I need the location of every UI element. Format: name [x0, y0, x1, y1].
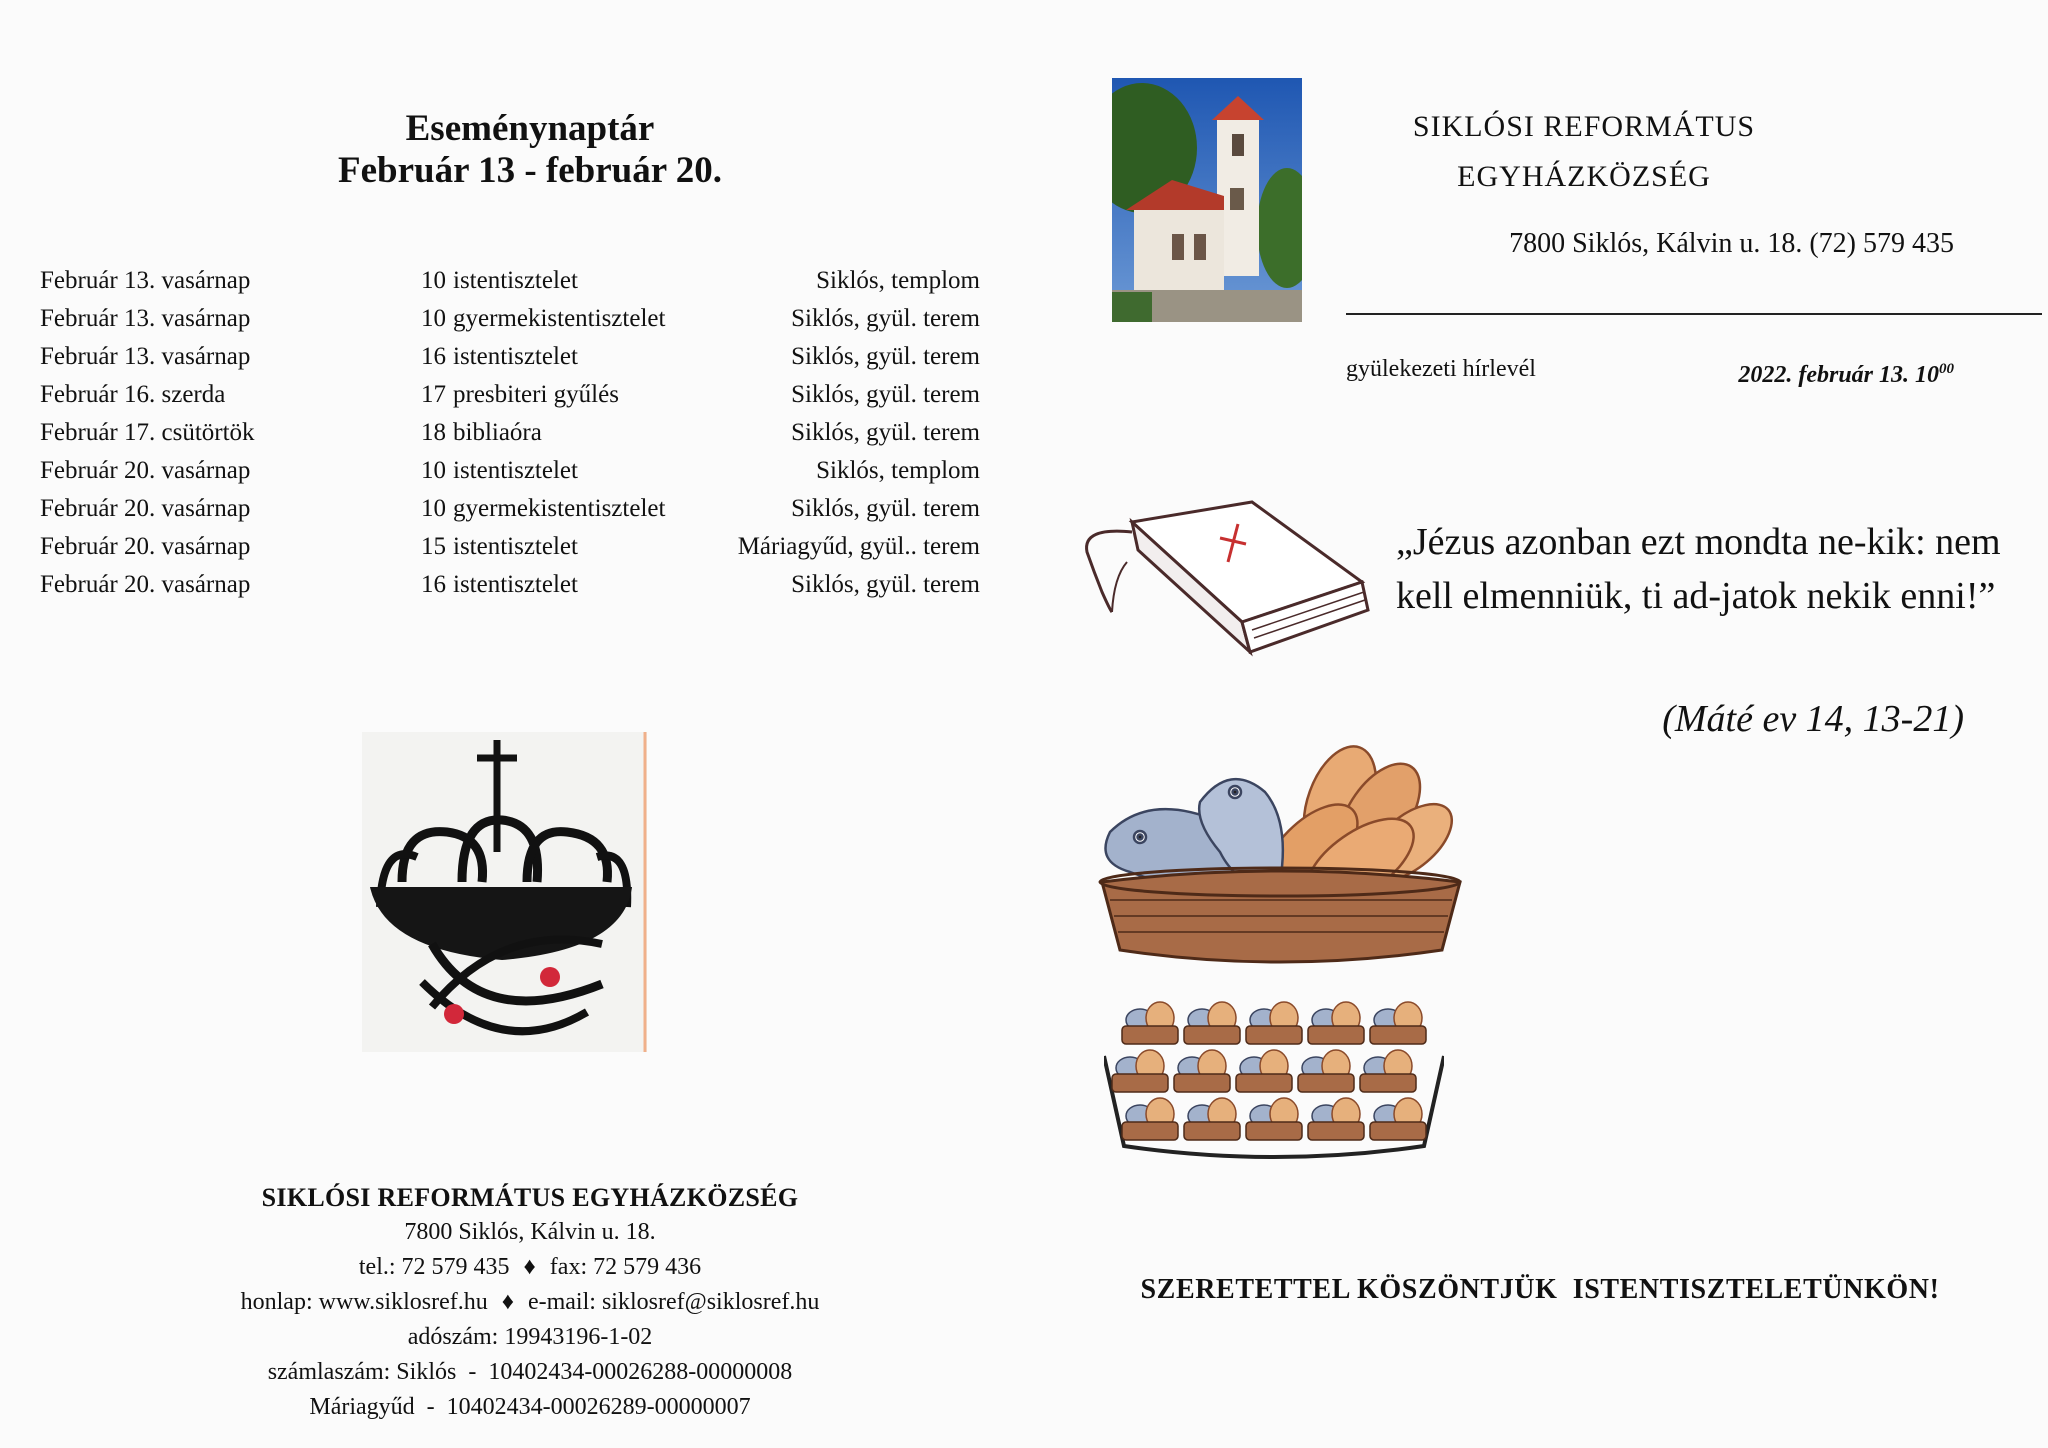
small-basket-icon [1184, 1098, 1240, 1140]
event-name: presbiteri gyűlés [453, 381, 619, 408]
small-basket-group [1112, 1002, 1426, 1140]
header-address: 7800 Siklós, Kálvin u. 18. (72) 579 435 [1509, 228, 1954, 259]
event-date: Február 20. vasárnap [40, 571, 251, 598]
event-row [40, 414, 1000, 452]
issue-date-text: 2022. február 13. 10 [1738, 362, 1939, 388]
contact-account-2: Máriagyűd - 10402434-00026289-00000007 [309, 1394, 751, 1420]
event-name: istentisztelet [453, 571, 578, 598]
contact-address: 7800 Siklós, Kálvin u. 18. [404, 1219, 656, 1245]
small-basket-icon [1370, 1002, 1426, 1044]
event-row [40, 338, 1000, 376]
calendar-heading [260, 108, 800, 192]
newsletter-label: gyülekezeti hírlevél [1346, 356, 1536, 382]
greeting-text: SZERETETTEL KÖSZÖNTJÜK ISTENTISZTELETÜNKÖN! [1140, 1274, 1940, 1305]
small-basket-icon [1308, 1098, 1364, 1140]
event-place: Siklós, gyül. terem [791, 343, 980, 370]
event-row [40, 376, 1000, 414]
small-basket-icon [1360, 1050, 1416, 1092]
calendar-title: Eseménynaptár [405, 108, 655, 149]
event-list [40, 262, 1000, 604]
small-basket-icon [1370, 1098, 1426, 1140]
bible-icon [1072, 492, 1392, 672]
small-basket-icon [1112, 1050, 1168, 1092]
event-row [40, 452, 1000, 490]
event-name: bibliaóra [453, 419, 542, 446]
event-hour: 16 [421, 571, 446, 598]
contact-account-1: számlaszám: Siklós - 10402434-00026288-00000008 [267, 1359, 793, 1385]
small-basket-icon [1298, 1050, 1354, 1092]
small-basket-icon [1308, 1002, 1364, 1044]
contact-block [80, 1180, 980, 1425]
org-name-line-1: SIKLÓSI REFORMÁTUS [1412, 110, 1756, 143]
contact-tel: tel.: 72 579 435 [358, 1254, 510, 1280]
diamond-icon: ♦ [501, 1289, 514, 1315]
event-place: Siklós, gyül. terem [791, 305, 980, 332]
contact-tax: adószám: 19943196-1-02 [407, 1324, 653, 1350]
contact-email[interactable]: e-mail: siklosref@siklosref.hu [527, 1289, 820, 1315]
event-hour: 18 [421, 419, 446, 446]
contact-org: SIKLÓSI REFORMÁTUS EGYHÁZKÖZSÉG [261, 1183, 799, 1212]
event-place: Máriagyűd, gyül.. terem [737, 533, 980, 560]
contact-web[interactable]: honlap: www.siklosref.hu [240, 1289, 488, 1315]
event-hour: 17 [421, 381, 446, 408]
event-hour: 10 [421, 267, 446, 294]
event-name: istentisztelet [453, 267, 578, 294]
bible-quote-reference: (Máté ev 14, 13-21) [1662, 698, 1964, 740]
event-hour: 10 [421, 457, 446, 484]
event-place: Siklós, gyül. terem [791, 495, 980, 522]
right-page [1024, 0, 2048, 1448]
small-basket-icon [1174, 1050, 1230, 1092]
small-basket-icon [1184, 1002, 1240, 1044]
event-date: Február 20. vasárnap [40, 495, 251, 522]
org-name [1404, 102, 1764, 202]
event-name: gyermekistentisztelet [453, 305, 666, 332]
event-row [40, 490, 1000, 528]
org-name-line-2: EGYHÁZKÖZSÉG [1457, 160, 1711, 193]
church-photo [1112, 78, 1302, 322]
event-row [40, 300, 1000, 338]
event-hour: 15 [421, 533, 446, 560]
event-row [40, 566, 1000, 604]
contact-fax: fax: 72 579 436 [549, 1254, 702, 1280]
small-basket-icon [1246, 1098, 1302, 1140]
event-hour: 10 [421, 305, 446, 332]
communion-emblem-icon [362, 732, 652, 1057]
small-basket-icon [1246, 1002, 1302, 1044]
event-hour: 16 [421, 343, 446, 370]
event-name: istentisztelet [453, 533, 578, 560]
diamond-icon: ♦ [523, 1254, 536, 1280]
event-place: Siklós, templom [816, 267, 980, 294]
contact-web-line [80, 1285, 980, 1320]
event-date: Február 17. csütörtök [40, 419, 255, 446]
contact-phone-line [80, 1250, 980, 1285]
event-date: Február 16. szerda [40, 381, 226, 408]
bible-quote: „Jézus azonban ezt mondta ne-kik: nem kell elmenniük, ti ad-jatok nekik enni!” [1396, 521, 2001, 617]
event-date: Február 20. vasárnap [40, 457, 251, 484]
event-date: Február 13. vasárnap [40, 267, 251, 294]
divider [1346, 313, 2042, 315]
event-name: gyermekistentisztelet [453, 495, 666, 522]
small-basket-icon [1122, 1098, 1178, 1140]
issue-time-sup: 00 [1939, 361, 1954, 377]
calendar-subtitle: Február 13 - február 20. [337, 150, 722, 191]
event-name: istentisztelet [453, 457, 578, 484]
multiplied-baskets-icon [1104, 996, 1444, 1166]
issue-date [1664, 352, 1954, 392]
fish-bread-basket-icon [1090, 742, 1470, 970]
event-place: Siklós, gyül. terem [791, 571, 980, 598]
event-place: Siklós, gyül. terem [791, 419, 980, 446]
event-date: Február 20. vasárnap [40, 533, 251, 560]
small-basket-icon [1236, 1050, 1292, 1092]
event-row [40, 528, 1000, 566]
event-row [40, 262, 1000, 300]
event-name: istentisztelet [453, 343, 578, 370]
small-basket-icon [1122, 1002, 1178, 1044]
event-date: Február 13. vasárnap [40, 305, 251, 332]
event-place: Siklós, templom [816, 457, 980, 484]
event-place: Siklós, gyül. terem [791, 381, 980, 408]
event-date: Február 13. vasárnap [40, 343, 251, 370]
event-hour: 10 [421, 495, 446, 522]
